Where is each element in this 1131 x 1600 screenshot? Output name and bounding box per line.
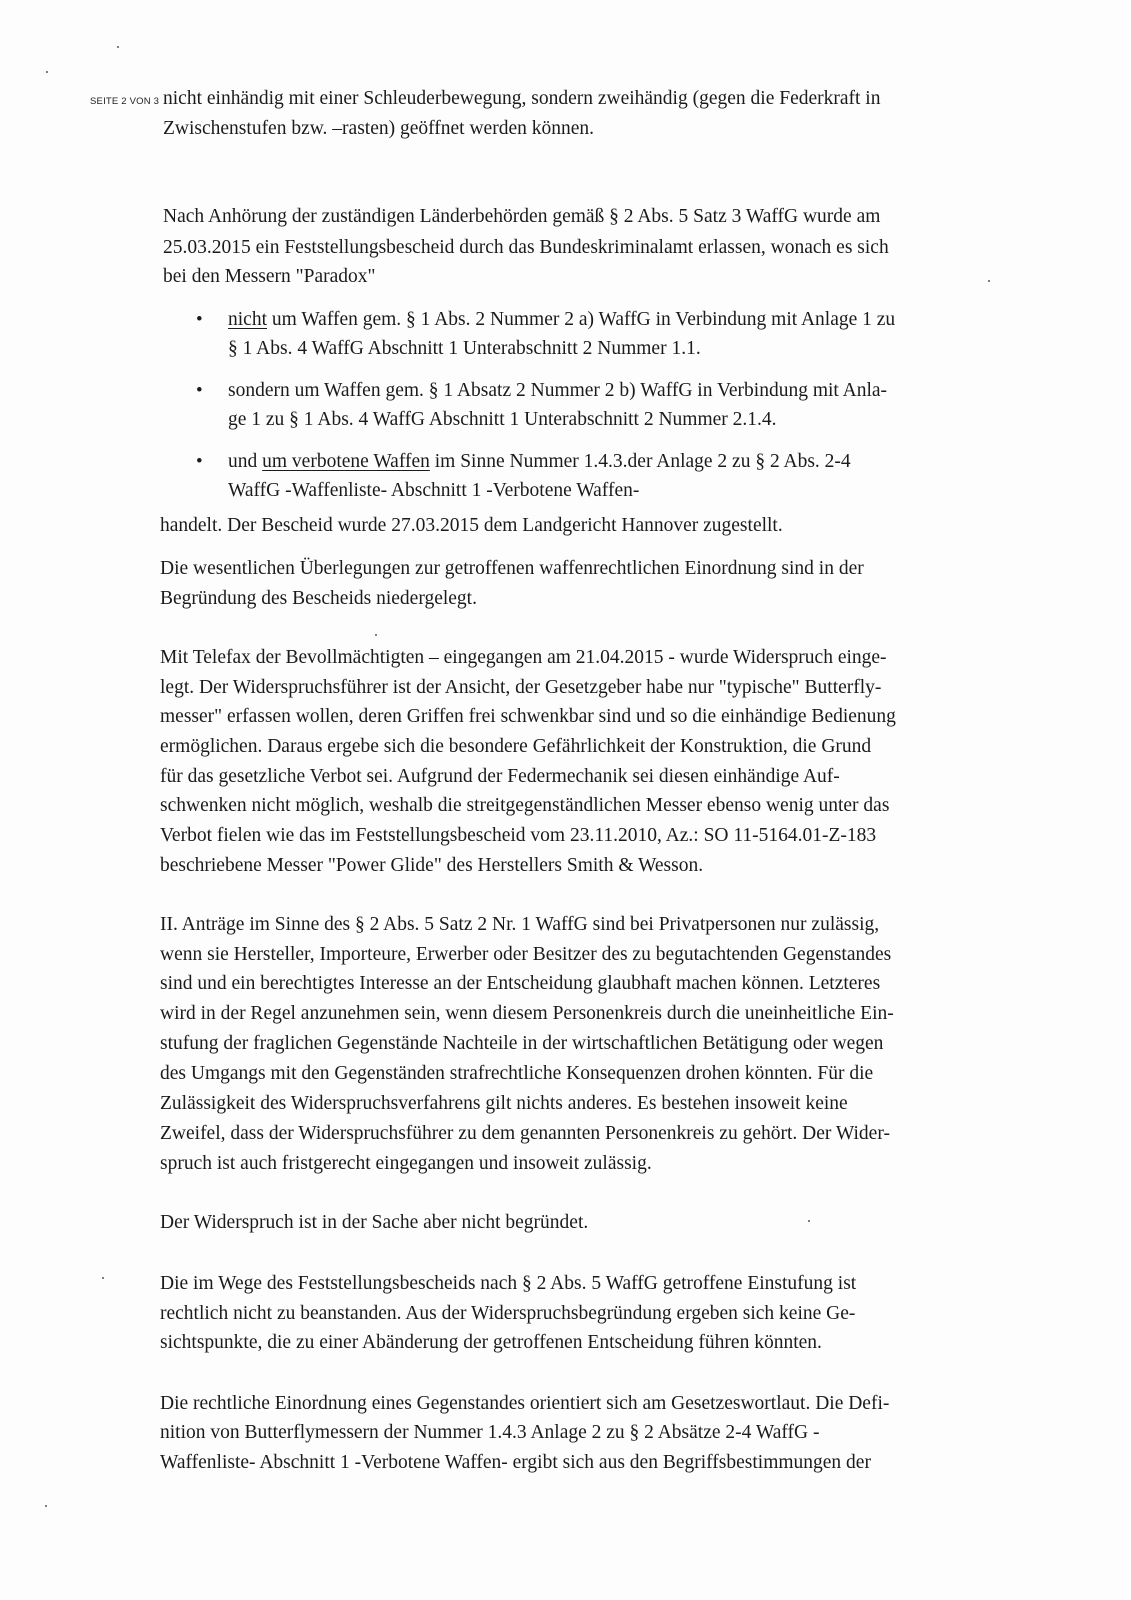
text-line: Der Widerspruch ist in der Sache aber nicht begründet.: [160, 1212, 589, 1233]
text-line: legt. Der Widerspruchsführer ist der Ansicht, der Gesetzgeber habe nur "typische" Butterfly-: [160, 677, 882, 698]
text-line: ermöglichen. Daraus ergebe sich die besondere Gefährlichkeit der Konstruktion, die Grund: [160, 736, 872, 757]
text-line: wird in der Regel anzunehmen sein, wenn diesem Personenkreis durch die uneinheitliche Ein-: [160, 1003, 894, 1024]
text-line: II. Anträge im Sinne des § 2 Abs. 5 Satz 2 Nr. 1 WaffG sind bei Privatpersonen nur zulässig,: [160, 914, 880, 935]
scan-speck: [375, 634, 377, 636]
text-line: messer" erfassen wollen, deren Griffen frei schwenkbar sind und so die einhändige Bedienung: [160, 706, 896, 727]
text-line: Nach Anhörung der zuständigen Länderbehörden gemäß § 2 Abs. 5 Satz 3 WaffG wurde am: [163, 206, 881, 227]
text-line: Zweifel, dass der Widerspruchsführer zu dem genannten Personenkreis zu gehört. Der Wider-: [160, 1123, 890, 1144]
text-line: handelt. Der Bescheid wurde 27.03.2015 dem Landgericht Hannover zugestellt.: [160, 515, 783, 536]
text-line: nition von Butterflymessern der Nummer 1.4.3 Anlage 2 zu § 2 Absätze 2-4 WaffG -: [160, 1422, 820, 1443]
page-number-marker: SEITE 2 VON 3: [90, 96, 160, 107]
text-line: stufung der fraglichen Gegenstände Nachteile in der wirtschaftlichen Betätigung oder wegen: [160, 1033, 884, 1054]
scan-speck: [117, 46, 119, 48]
scan-speck: [988, 280, 990, 282]
text-line: Verbot fielen wie das im Feststellungsbescheid vom 23.11.2010, Az.: SO 11-5164.01-Z-183: [160, 825, 877, 846]
bullet-item-line: [228, 308, 895, 332]
bullet-item-line: ge 1 zu § 1 Abs. 4 WaffG Abschnitt 1 Unterabschnitt 2 Nummer 2.1.4.: [228, 409, 777, 430]
bullet-text: im Sinne Nummer 1.4.3.der Anlage 2 zu § 2 Abs. 2-4: [429, 451, 851, 472]
text-line: Die wesentlichen Überlegungen zur getroffenen waffenrechtlichen Einordnung sind in der: [160, 558, 864, 579]
bullet-marker: •: [196, 309, 203, 330]
text-line: des Umgangs mit den Gegenständen strafrechtliche Konsequenzen drohen könnten. Für die: [160, 1063, 874, 1084]
text-line: sind und ein berechtigtes Interesse an der Entscheidung glaubhaft machen können. Letzteres: [160, 973, 881, 994]
text-line: Die im Wege des Feststellungsbescheids nach § 2 Abs. 5 WaffG getroffene Einstufung ist: [160, 1273, 857, 1294]
text-line: Zulässigkeit des Widerspruchsverfahrens gilt nichts anderes. Es bestehen insoweit keine: [160, 1093, 848, 1114]
bullet-text: um Waffen gem. § 1 Abs. 2 Nummer 2 a) WaffG in Verbindung mit Anlage 1 zu: [267, 309, 896, 330]
text-line: Zwischenstufen bzw. –rasten) geöffnet werden können.: [163, 118, 595, 139]
bullet-marker: •: [196, 451, 203, 472]
text-line: bei den Messern "Paradox": [163, 266, 376, 287]
scan-speck: [808, 1220, 810, 1222]
bullet-item-line: § 1 Abs. 4 WaffG Abschnitt 1 Unterabschnitt 2 Nummer 1.1.: [228, 338, 701, 359]
scan-speck: [45, 1505, 47, 1507]
bullet-text: und: [228, 451, 263, 472]
bullet-item-line: sondern um Waffen gem. § 1 Absatz 2 Nummer 2 b) WaffG in Verbindung mit Anla-: [228, 380, 888, 401]
underlined-text: um verbotene Waffen: [262, 451, 430, 472]
text-line: schwenken nicht möglich, weshalb die streitgegenständlichen Messer ebenso wenig unter das: [160, 795, 890, 816]
bullet-item-line: WaffG -Waffenliste- Abschnitt 1 -Verbotene Waffen-: [228, 480, 640, 501]
bullet-item-line: [228, 450, 851, 474]
text-line: rechtlich nicht zu beanstanden. Aus der Widerspruchsbegründung ergeben sich keine Ge-: [160, 1303, 856, 1324]
underlined-text: nicht: [228, 309, 267, 330]
scan-speck: [102, 1277, 104, 1279]
bullet-marker: •: [196, 380, 203, 401]
scan-speck: [46, 71, 48, 73]
text-line: sichtspunkte, die zu einer Abänderung der getroffenen Entscheidung führen könnten.: [160, 1332, 822, 1353]
text-line: beschriebene Messer "Power Glide" des Herstellers Smith & Wesson.: [160, 855, 704, 876]
text-line: für das gesetzliche Verbot sei. Aufgrund der Federmechanik sei diesen einhändige Auf-: [160, 766, 840, 787]
text-line: spruch ist auch fristgerecht eingegangen und insoweit zulässig.: [160, 1153, 652, 1174]
text-line: Begründung des Bescheids niedergelegt.: [160, 588, 477, 609]
text-line: nicht einhändig mit einer Schleuderbewegung, sondern zweihändig (gegen die Federkraft in: [163, 88, 881, 109]
text-line: wenn sie Hersteller, Importeure, Erwerber oder Besitzer des zu begutachtenden Gegenstandes: [160, 944, 892, 965]
text-line: 25.03.2015 ein Feststellungsbescheid durch das Bundeskriminalamt erlassen, wonach es sich: [163, 237, 889, 258]
text-line: Die rechtliche Einordnung eines Gegenstandes orientiert sich am Gesetzeswortlaut. Die Defi-: [160, 1393, 890, 1414]
text-line: Mit Telefax der Bevollmächtigten – eingegangen am 21.04.2015 - wurde Widerspruch einge-: [160, 647, 887, 668]
text-line: Waffenliste- Abschnitt 1 -Verbotene Waffen- ergibt sich aus den Begriffsbestimmungen der: [160, 1452, 871, 1473]
